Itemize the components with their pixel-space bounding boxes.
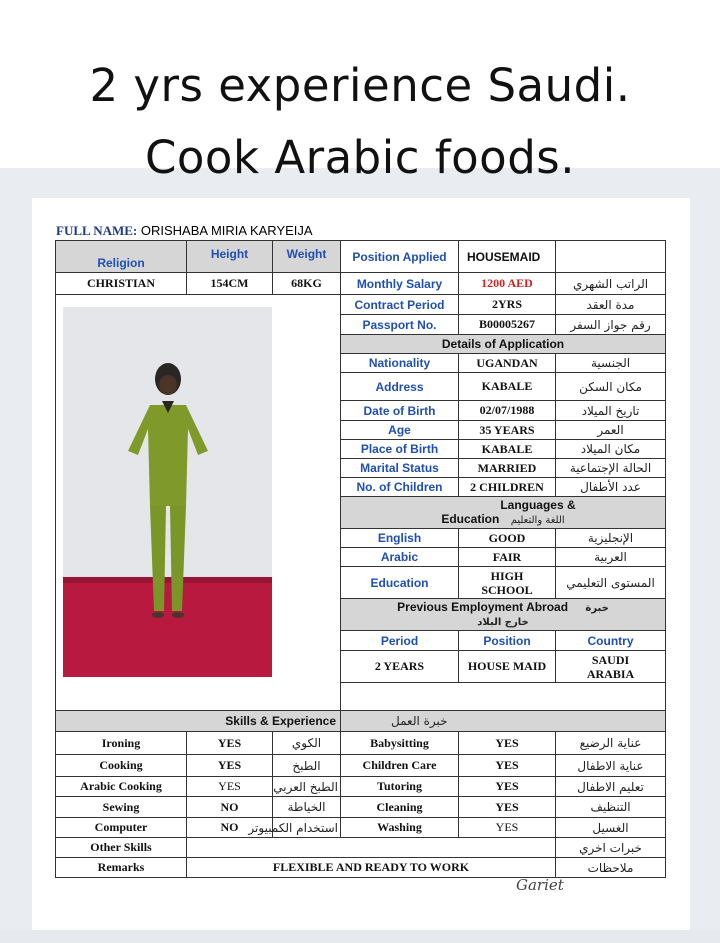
height-label: Height [187,241,273,273]
address-ar: مكان السكن [556,373,666,401]
education-ar: المستوى التعليمي [556,567,666,599]
row-other-skills [56,838,666,858]
period-label: Period [341,631,459,651]
education-value-1: HIGH [490,568,524,583]
dob-ar: تاريخ الميلاد [556,401,666,421]
skill-babysitting: Babysitting [341,732,459,755]
row-basic [56,273,666,295]
skill-children-care-value: YES [459,755,556,777]
skills-row [56,797,666,818]
salary-value: 1200 AED [459,273,556,295]
skill-sewing-value: NO [187,797,273,818]
skills-row [56,777,666,797]
religion-value: CHRISTIAN [56,273,187,295]
photo-cell [56,295,341,711]
employment-title [341,599,666,631]
skill-cooking: Cooking [56,755,187,777]
employment-title-text: Previous Employment Abroad [397,599,569,614]
address-value: KABALE [459,373,556,401]
skill-arabic-cooking: Arabic Cooking [56,777,187,797]
caption-line-2: Cook Arabic foods. [144,131,576,184]
skill-washing-value: YES [459,818,556,838]
passport-ar: رقم جواز السفر [556,315,666,335]
skill-babysitting-ar: عناية الرضيع [556,732,666,755]
contract-value: 2YRS [459,295,556,315]
employment-blank [341,683,666,711]
position-applied-value: HOUSEMAID [459,241,556,273]
height-value: 154CM [187,273,273,295]
english-label: English [341,529,459,548]
country-value-1: SAUDI [591,652,630,667]
marital-label: Marital Status [341,459,459,478]
languages-title-line2-wrap [343,512,663,528]
cv-table [55,240,666,878]
nationality-ar: الجنسية [556,354,666,373]
employment-title-line1 [343,600,663,616]
marital-ar: الحالة الإجتماعية [556,459,666,478]
contract-ar: مدة العقد [556,295,666,315]
pob-value: KABALE [459,440,556,459]
right-background [690,168,720,943]
skill-cleaning-value: YES [459,797,556,818]
arabic-ar: العربية [556,548,666,567]
position-blank [556,241,666,273]
skill-washing: Washing [341,818,459,838]
skill-ironing-value: YES [187,732,273,755]
emp-position-value: HOUSE MAID [459,651,556,683]
remarks-value: FLEXIBLE AND READY TO WORK [187,858,556,878]
education-value-2: SCHOOL [481,582,533,597]
salary-ar: الراتب الشهري [556,273,666,295]
nationality-label: Nationality [341,354,459,373]
skill-children-care-ar: عناية الاطفال [556,755,666,777]
address-label: Address [341,373,459,401]
skill-computer-value: NO [187,818,273,838]
row-skills-title [56,711,666,732]
skill-tutoring: Tutoring [341,777,459,797]
skill-ironing-ar: الكوي [273,732,341,755]
skills-row [56,818,666,838]
country-value [556,651,666,683]
country-label: Country [556,631,666,651]
caption-line-1: 2 yrs experience Saudi. [89,59,631,112]
full-name-value: ORISHABA MIRIA KARYEIJA [140,223,313,238]
children-value: 2 CHILDREN [459,478,556,497]
religion-label: Religion [56,241,187,273]
position-applied-label: Position Applied [341,241,459,273]
skill-cleaning: Cleaning [341,797,459,818]
weight-label: Weight [273,241,341,273]
country-value-2: ARABIA [586,666,635,681]
dob-value: 02/07/1988 [459,401,556,421]
skill-sewing-ar: الخياطة [273,797,341,818]
employment-title-ar-2: خارج البلاد [477,616,529,628]
pob-label: Place of Birth [341,440,459,459]
other-skills-label: Other Skills [56,838,187,858]
english-ar: الإنجليزية [556,529,666,548]
skill-tutoring-ar: تعليم الاطفال [556,777,666,797]
pob-ar: مكان الميلاد [556,440,666,459]
remarks-label: Remarks [56,858,187,878]
age-ar: العمر [556,421,666,440]
skills-title: Skills & Experience [56,711,341,732]
skill-cooking-value: YES [187,755,273,777]
skill-ironing: Ironing [56,732,187,755]
skill-babysitting-value: YES [459,732,556,755]
age-label: Age [341,421,459,440]
languages-title-line1: Languages & [500,497,576,512]
passport-label: Passport No. [341,315,459,335]
children-ar: عدد الأطفال [556,478,666,497]
header-row [56,241,666,273]
children-label: No. of Children [341,478,459,497]
english-value: GOOD [459,529,556,548]
dob-label: Date of Birth [341,401,459,421]
skill-children-care: Children Care [341,755,459,777]
languages-title-line2: Education [441,511,500,526]
skills-title-ar: خبرة العمل [341,711,666,732]
weight-value: 68KG [273,273,341,295]
row-contract [56,295,666,315]
skill-arabic-cooking-ar: الطبخ العربي [273,777,341,797]
candidate-photo [58,301,343,701]
remarks-ar: ملاحظات [556,858,666,878]
languages-title-ar: اللغة والتعليم [510,514,565,526]
contract-label: Contract Period [341,295,459,315]
skill-computer-ar: استخدام الكمبيوتر [273,818,341,838]
skills-row [56,732,666,755]
skill-computer: Computer [56,818,187,838]
other-skills-value [187,838,556,858]
full-name-line [56,223,313,239]
education-label: Education [341,567,459,599]
details-title: Details of Application [341,335,666,354]
skill-cooking-ar: الطبخ [273,755,341,777]
skill-sewing: Sewing [56,797,187,818]
skill-tutoring-value: YES [459,777,556,797]
period-value: 2 YEARS [341,651,459,683]
skill-washing-ar: الغسيل [556,818,666,838]
arabic-value: FAIR [459,548,556,567]
bottom-strip [0,930,720,943]
passport-value: B00005267 [459,315,556,335]
marital-value: MARRIED [459,459,556,478]
salary-label: Monthly Salary [341,273,459,295]
emp-position-label: Position [459,631,556,651]
age-value: 35 YEARS [459,421,556,440]
skill-cleaning-ar: التنظيف [556,797,666,818]
row-remarks [56,858,666,878]
skill-arabic-cooking-value: YES [187,777,273,797]
employment-title-ar-1: خبرة [585,602,609,614]
overlay-caption [0,50,720,194]
other-skills-ar: خبرات اخري [556,838,666,858]
skills-row [56,755,666,777]
languages-title [341,497,666,529]
nationality-value: UGANDAN [459,354,556,373]
arabic-label: Arabic [341,548,459,567]
signature: Gariet [516,876,564,894]
education-value [459,567,556,599]
full-name-label: FULL NAME: [56,223,138,238]
